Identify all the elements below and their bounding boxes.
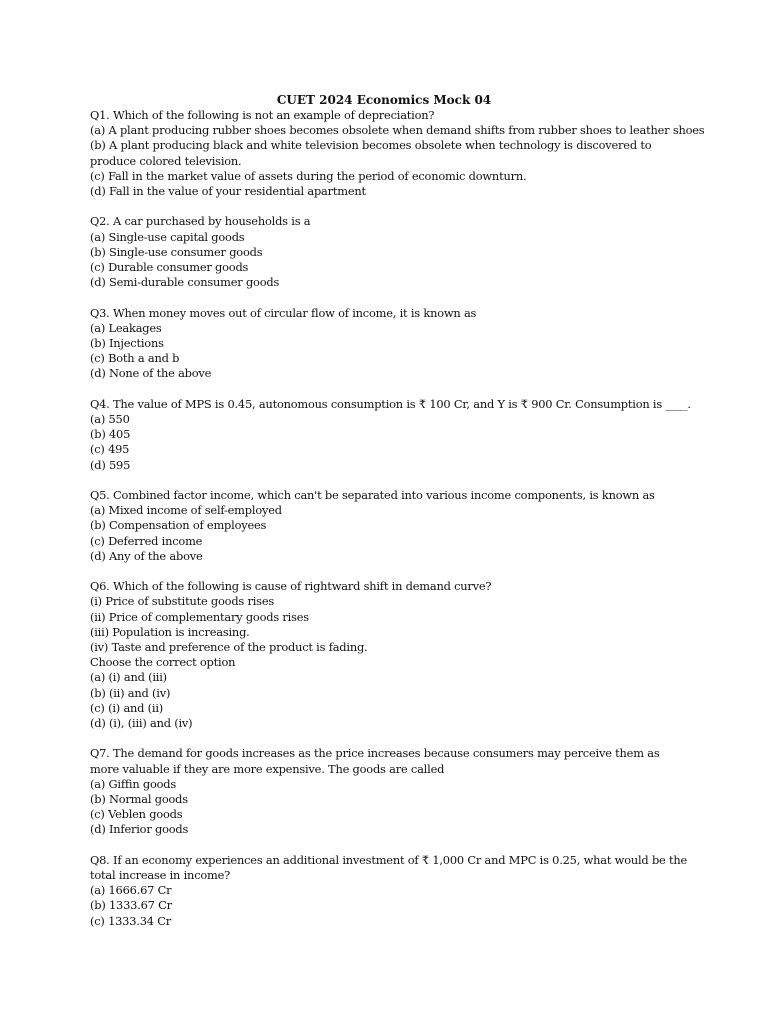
option-c: (c) 495	[90, 442, 130, 457]
statement-ii: (ii) Price of complementary goods rises	[90, 609, 309, 624]
option-c: (c) Durable consumer goods	[90, 260, 249, 275]
option-a: (a) 550	[90, 412, 130, 427]
option-c: (c) 1333.34 Cr	[90, 913, 171, 928]
option-a: (a) Giffin goods	[90, 776, 177, 791]
statement-iv: (iv) Taste and preference of the product is fading.	[90, 640, 368, 655]
option-d: (d) None of the above	[90, 366, 212, 381]
question-stem: Q6. Which of the following is cause of rightward shift in demand curve?	[90, 579, 492, 594]
question-stem: Q1. Which of the following is not an example of depreciation?	[90, 108, 435, 122]
question-1	[90, 108, 705, 199]
question-2	[90, 214, 690, 290]
option-b: (b) Normal goods	[90, 792, 188, 807]
question-stem: Q4. The value of MPS is 0.45, autonomous consumption is ₹ 100 Cr, and Y is ₹ 900 Cr. Consumption is ____.	[90, 396, 691, 411]
question-stem: Q8. If an economy experiences an additional investment of ₹ 1,000 Cr and MPC is 0.25, what would be the total increase in income?	[90, 852, 688, 883]
question-6	[90, 579, 690, 731]
question-stem: Q5. Combined factor income, which can't be separated into various income components, is known as	[90, 488, 655, 503]
option-d: (d) (i), (iii) and (iv)	[90, 716, 193, 731]
option-a: (a) Single-use capital goods	[90, 229, 245, 244]
option-d: (d) Inferior goods	[90, 822, 189, 837]
option-a: (a) A plant producing rubber shoes becomes obsolete when demand shifts from rubber shoes to leather shoes	[90, 123, 705, 138]
option-d: (d) Semi-durable consumer goods	[90, 275, 280, 290]
option-d: (d) Fall in the value of your residential apartment	[90, 184, 366, 199]
question-5	[90, 488, 690, 564]
option-d: (d) Any of the above	[90, 548, 203, 563]
statement-iii: (iii) Population is increasing.	[90, 624, 250, 639]
option-b: (b) A plant producing black and white television becomes obsolete when technology is discovered to produce colored television.	[90, 138, 652, 168]
document-title: CUET 2024 Economics Mock 04	[276, 93, 492, 107]
statement-i: (i) Price of substitute goods rises	[90, 594, 275, 609]
option-c: (c) Veblen goods	[90, 807, 183, 822]
question-list	[90, 108, 705, 944]
option-b: (b) Single-use consumer goods	[90, 244, 263, 259]
option-b: (b) Compensation of employees	[90, 518, 267, 533]
question-4	[90, 397, 690, 473]
option-a: (a) Mixed income of self-employed	[90, 503, 282, 518]
option-d: (d) 595	[90, 457, 131, 472]
option-a: (a) Leakages	[90, 320, 162, 335]
option-c: (c) Fall in the market value of assets during the period of economic downturn.	[90, 168, 527, 183]
option-b: (b) 1333.67 Cr	[90, 898, 172, 913]
question-stem: Q3. When money moves out of circular flow of income, it is known as	[90, 305, 477, 320]
option-b: (b) (ii) and (iv)	[90, 685, 171, 700]
question-7	[90, 746, 690, 837]
question-8	[90, 853, 690, 929]
question-stem: Q7. The demand for goods increases as the price increases because consumers may perceive them as more valuable if they are more expensive. The goods are called	[90, 746, 660, 776]
option-c: (c) Deferred income	[90, 533, 203, 548]
question-3	[90, 306, 690, 382]
option-a: (a) (i) and (iii)	[90, 670, 167, 685]
option-c: (c) Both a and b	[90, 351, 180, 366]
question-stem: Q2. A car purchased by households is a	[90, 214, 311, 229]
question-prompt: Choose the correct option	[90, 655, 236, 670]
option-b: (b) 405	[90, 427, 131, 442]
option-a: (a) 1666.67 Cr	[90, 883, 172, 898]
option-b: (b) Injections	[90, 336, 164, 351]
option-c: (c) (i) and (ii)	[90, 700, 164, 715]
